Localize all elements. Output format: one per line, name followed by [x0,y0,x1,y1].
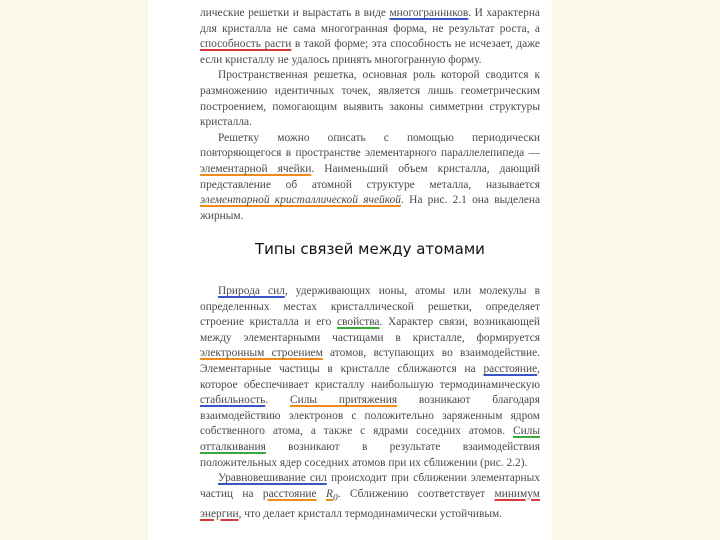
highlight-polyhedra: многогранников [389,7,469,19]
highlight-stability: стабильность [200,394,266,407]
highlight-electron-structure: электронным строением [200,347,323,360]
bottom-text-block [200,284,540,522]
paragraph-forces: Природа сил, удерживающих ионы, атомы или молекулы в определенных местах кристаллической решетки, определяет строение кристалла и его свойства. Характер связи, возникающей между элементарными частицами в кристалле, формируется электронным строением атомов, вступающих во взаимодействие. Элементарные частицы в кристалле сближаются на расстояние, которое обеспечивает кристаллу наибольшую термодинамическую стабильность. Силы притяжения возникают благодаря взаимодействию электронов с положительно заряженным ядром собственного атома, а также с ядрами соседних атомов. Силы отталкивания возникают в результате взаимодействия положительных ядер соседних атомов при их сближении (рис. 2.2). [200,285,540,469]
highlight-unit-cell: элементарной ячейки [200,162,312,175]
section-heading: Типы связей между атомами [255,240,485,258]
paragraph-equilibrium: Уравновешивание сил происходит при сближении элементарных частиц на расстояние $R_0$. Сближению соответствует минимум энергии, что делает кристалл термодинамически устойчивым. [200,472,540,520]
highlight-r0: $R_0$ [325,487,338,503]
top-text-block [200,6,540,224]
highlight-distance-r0: расстояние [262,487,317,500]
paragraph-lattice: Пространственная решетка, основная роль которой сводится к размножению идентичных точек, является лишь геометрическим построением, помогающим выявить законы симметрии структуры кристалла. [200,69,540,129]
highlight-nature-of-forces: Природа сил [218,285,285,297]
highlight-crystal-unit-cell: элементарной кристаллической ячейкой [200,194,401,207]
highlight-properties: свойства [337,316,380,329]
highlight-energy-minimum: минимум энергии [200,487,540,520]
highlight-repulsion: Силы отталкивания [200,425,540,453]
paragraph-growth: лические решетки и вырастать в виде многогранников. И характерна для кристалла не сама многогранная форма, не результат роста, а способность расти в такой форме; эта способность не исчезает, даже если кристаллу не удалось принять многогранную форму. [200,7,540,66]
highlight-balance-of-forces: Уравновешивание сил [218,472,327,485]
highlight-distance: расстояние [483,362,538,375]
highlight-growth-ability: способность расти [200,38,292,51]
highlight-attraction: Силы притяжения [290,394,398,407]
paragraph-unit-cell: Решетку можно описать с помощью периодически повторяющегося в пространстве элементарного параллелепипеда — элементарной ячейки. Наименьший объем кристалла, дающий представление об атомной структуре металла, называется элементарной кристаллической ячейкой. На рис. 2.1 она выделена жирным. [200,131,541,222]
